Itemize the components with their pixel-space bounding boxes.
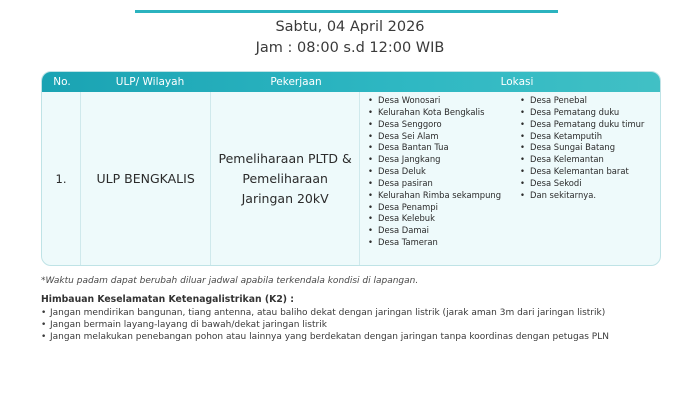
schedule-time: Jam : 08:00 s.d 12:00 WIB bbox=[255, 40, 445, 56]
lokasi-item: • Desa Deluk bbox=[368, 166, 520, 178]
lokasi-item: • Desa Pematang duku bbox=[520, 107, 660, 119]
safety-advice-list bbox=[41, 308, 609, 343]
lokasi-item: • Kelurahan Kota Bengkalis bbox=[368, 107, 520, 119]
schedule-disclaimer-note: *Waktu padam dapat berubah diluar jadwal apabila terkendala kondisi di lapangan. bbox=[41, 276, 419, 286]
lokasi-item: • Desa Penampi bbox=[368, 202, 520, 214]
lokasi-item: • Desa Sei Alam bbox=[368, 131, 520, 143]
column-header-pekerjaan: Pekerjaan bbox=[270, 76, 322, 88]
lokasi-item: • Desa Damai bbox=[368, 225, 520, 237]
lokasi-item: • Desa Ketamputih bbox=[520, 131, 660, 143]
safety-advice-item: • Jangan bermain layang-layang di bawah/dekat jaringan listrik bbox=[41, 320, 609, 332]
row-ulp: ULP BENGKALIS bbox=[81, 92, 211, 265]
safety-advice-item: • Jangan melakukan penebangan pohon atau lainnya yang berdekatan dengan jaringan tanpa koordinas dengan petugas PLN bbox=[41, 332, 609, 344]
outage-schedule-table bbox=[41, 71, 661, 266]
lokasi-item: • Desa Kelebuk bbox=[368, 213, 520, 225]
lokasi-item: • Desa Senggoro bbox=[368, 119, 520, 131]
lokasi-item: • Desa Jangkang bbox=[368, 154, 520, 166]
table-header-row bbox=[42, 72, 660, 92]
lokasi-item: • Desa Kelemantan bbox=[520, 154, 660, 166]
lokasi-item: • Desa Bantan Tua bbox=[368, 142, 520, 154]
lokasi-item: • Desa Wonosari bbox=[368, 95, 520, 107]
lokasi-list-left bbox=[368, 95, 520, 265]
safety-advice-item: • Jangan mendirikan bangunan, tiang antenna, atau baliho dekat dengan jaringan listrik (jarak aman 3m dari jaringan listrik) bbox=[41, 308, 609, 320]
row-pekerjaan: Pemeliharaan PLTD & Pemeliharaan Jaringan 20kV bbox=[211, 92, 360, 265]
row-lokasi bbox=[360, 92, 660, 265]
top-accent-rule bbox=[135, 10, 558, 13]
lokasi-item: • Desa Sungai Batang bbox=[520, 142, 660, 154]
lokasi-item: • Kelurahan Rimba sekampung bbox=[368, 190, 520, 202]
lokasi-item: • Desa Pematang duku timur bbox=[520, 119, 660, 131]
lokasi-list-right bbox=[520, 95, 660, 265]
lokasi-item: • Desa Kelemantan barat bbox=[520, 166, 660, 178]
column-header-no: No. bbox=[53, 76, 71, 88]
lokasi-item: • Desa Tameran bbox=[368, 237, 520, 249]
lokasi-item: • Dan sekitarnya. bbox=[520, 190, 660, 202]
column-header-ulp: ULP/ Wilayah bbox=[115, 76, 185, 88]
lokasi-item: • Desa pasiran bbox=[368, 178, 520, 190]
row-number: 1. bbox=[42, 92, 81, 265]
lokasi-item: • Desa Sekodi bbox=[520, 178, 660, 190]
table-row bbox=[42, 92, 660, 265]
schedule-date: Sabtu, 04 April 2026 bbox=[275, 19, 425, 35]
safety-advice-title: Himbauan Keselamatan Ketenagalistrikan (K2) : bbox=[41, 294, 294, 305]
column-header-lokasi: Lokasi bbox=[500, 76, 534, 88]
lokasi-item: • Desa Penebal bbox=[520, 95, 660, 107]
